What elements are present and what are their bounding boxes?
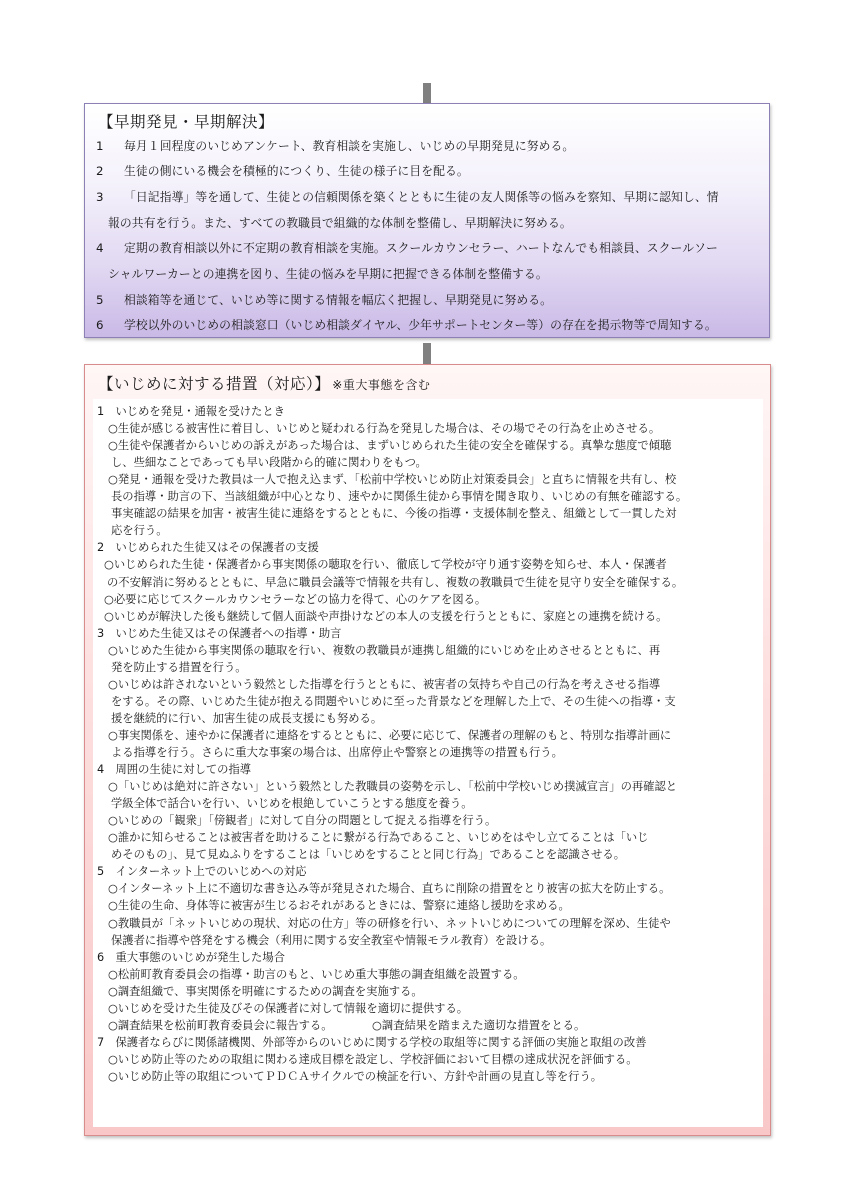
- early-item: 3 「日記指導」等を通して、生徒との信頼関係を築くとともに生徒の友人関係等の悩みを察知、早期に認知し、情: [96, 190, 719, 204]
- early-item-continued: シャルワーカーとの連携を図り、生徒の悩みを早期に把握できる体制を整備する。: [108, 267, 548, 281]
- measures-bullet-line: ○必要に応じてスクールカウンセラーなどの協力を得て、心のケアを図る。: [104, 592, 487, 606]
- measures-continuation-line: 事実確認の結果を加害・被害生徒に連絡をするとともに、今後の指導・支援体制を整え、組織として一貫した対: [111, 507, 677, 521]
- measures-bullet-line: ○調査結果を松前町教育委員会に報告する。 ○調査結果を踏まえた適切な措置をとる。: [108, 1018, 586, 1032]
- measures-bullet-line: ○いじめを受けた生徒及びその保護者に対して情報を適切に提供する。: [108, 1001, 469, 1015]
- measures-continuation-line: めそのもの」、見て見ぬふりをすることは「いじめをすることと同じ行為」であることを認識させる。: [111, 848, 626, 862]
- measures-bullet-line: ○事実関係を、速やかに保護者に連絡をするとともに、必要に応じて、保護者の理解のもと、特別な指導計画に: [108, 728, 672, 742]
- measures-section-heading: 7 保護者ならびに関係諸機関、外部等からのいじめに関する学校の取組等に関する評価の実施と取組の改善: [97, 1035, 647, 1049]
- measures-section-heading: 5 インターネット上でのいじめへの対応: [97, 865, 307, 879]
- flow-connector-top: [423, 83, 431, 104]
- measures-continuation-line: よる指導を行う。さらに重大な事案の場合は、出席停止や警察との連携等の措置も行う。: [111, 746, 563, 759]
- measures-section-heading: 4 周囲の生徒に対しての指導: [97, 763, 252, 777]
- measures-section-heading: 2 いじめられた生徒又はその保護者の支援: [97, 541, 319, 555]
- measures-bullet-line: ○インターネット上に不適切な書き込み等が発見された場合、直ちに削除の措置をとり被害の拡大を防止する。: [108, 882, 671, 896]
- measures-bullet-line: ○生徒や保護者からいじめの訴えがあった場合は、まずいじめられた生徒の安全を確保する。真摯な態度で傾聴: [108, 439, 672, 453]
- early-item: 2 生徒の側にいる機会を積極的につくり、生徒の様子に目を配る。: [96, 164, 469, 178]
- early-item: 4 定期の教育相談以外に不定期の教育相談を実施。スクールカウンセラー、ハートなんでも相談員、スクールソー: [96, 241, 718, 255]
- measures-bullet-line: ○誰かに知らせることは被害者を助けることに繋がる行為であること、いじめをはやし立てることは「いじ: [108, 831, 649, 845]
- measures-continuation-line: 応を行う。: [111, 524, 168, 538]
- measures-continuation-line: 学級全体で話合いを行い、いじめを根絶していこうとする態度を養う。: [111, 797, 473, 811]
- measures-section-heading: 1 いじめを発見・通報を受けたとき: [97, 405, 285, 418]
- measures-continuation-line: 発を防止する措置を行う。: [111, 660, 247, 674]
- measures-bullet-line: ○生徒が感じる被害性に着目し、いじめと疑われる行為を発見した場合は、その場でその行為を止めさせる。: [108, 422, 661, 436]
- measures-bullet-line: ○いじめられた生徒・保護者から事実関係の聴取を行い、徹底して学校が守り通す姿勢を知らせ、本人・保護者: [104, 558, 667, 572]
- early-detection-title: 【早期発見・早期解決】: [98, 113, 275, 131]
- early-item-continued: 報の共有を行う。また、すべての教職員で組織的な体制を整備し、早期解決に努める。: [108, 216, 572, 230]
- measures-bullet-line: ○いじめ防止等の取組についてＰＤＣＡサイクルでの検証を行い、方針や計画の見直し等を行う。: [108, 1069, 603, 1083]
- measures-bullet-line: ○いじめは許されないという毅然とした指導を行うとともに、被害者の気持ちや自己の行為を考えさせる指導: [108, 677, 661, 691]
- measures-bullet-line: ○松前町教育委員会の指導・助言のもと、いじめ重大事態の調査組織を設置する。: [108, 967, 525, 981]
- early-item: 6 学校以外のいじめの相談窓口（いじめ相談ダイヤル、少年サポートセンター等）の存在を掲示物等で周知する。: [96, 318, 717, 332]
- measures-bullet-line: ○いじめた生徒から事実関係の聴取を行い、複数の教職員が連携し組織的にいじめを止めさせるとともに、再: [108, 643, 661, 657]
- measures-bullet-line: ○教職員が「ネットいじめの現状、対応の仕方」等の研修を行い、ネットいじめについての理解を深め、生徒や: [108, 916, 671, 930]
- measures-bullet-line: ○発見・通報を受けた教員は一人で抱え込まず、「松前中学校いじめ防止対策委員会」と直ちに情報を共有し、校: [108, 473, 677, 487]
- measures-bullet-line: ○生徒の生命、身体等に被害が生じるおそれがあるときには、警察に連絡し援助を求める。: [108, 899, 570, 913]
- flow-connector-middle: [423, 343, 431, 364]
- measures-bullet-line: ○いじめが解決した後も継続して個人面談や声掛けなどの本人の支援を行うとともに、家庭との連携を続ける。: [104, 609, 668, 623]
- measures-section-heading: 3 いじめた生徒又はその保護者への指導・助言: [97, 626, 342, 640]
- measures-section-heading: 6 重大事態のいじめが発生した場合: [97, 950, 285, 964]
- early-item: 5 相談箱等を通じて、いじめ等に関する情報を幅広く把握し、早期発見に努める。: [96, 293, 553, 307]
- serious-case-note: ※重大事態を含む: [332, 378, 431, 392]
- measures-continuation-line: の不安解消に努めるとともに、早急に職員会議等で情報を共有し、複数の教職員で生徒を見守り安全を確保する。: [107, 575, 684, 589]
- measures-bullet-line: ○いじめ防止等のための取組に関わる達成目標を設定し、学校評価において目標の達成状況を評価する。: [108, 1052, 638, 1066]
- measures-bullet-line: ○調査組織で、事実関係を明確にするための調査を実施する。: [108, 984, 423, 998]
- measures-continuation-line: 保護者に指導や啓発をする機会（利用に関する安全教室や情報モラル教育）を設ける。: [111, 933, 552, 947]
- bullying-measures-box: [84, 364, 771, 1136]
- measures-continuation-line: 援を継続的に行い、加害生徒の成長支援にも努める。: [111, 711, 383, 725]
- measures-content: [93, 399, 763, 1127]
- early-detection-box: [84, 103, 770, 338]
- bullying-measures-title: 【いじめに対する措置（対応）】 ※重大事態を含む: [98, 375, 431, 393]
- measures-continuation-line: 長の指導・助言の下、当該組織が中心となり、速やかに関係生徒から事情を聞き取り、いじめの有無を確認する。: [111, 490, 688, 504]
- early-item: 1 毎月１回程度のいじめアンケート、教育相談を実施し、いじめの早期発見に努める。: [96, 139, 575, 153]
- measures-bullet-line: ○「いじめは絶対に許さない」という毅然とした教職員の姿勢を示し、「松前中学校いじめ撲滅宣言」の再確認と: [108, 780, 678, 794]
- measures-continuation-line: をする。その際、いじめた生徒が抱える問題やいじめに至った背景などを理解した上で、その生徒への指導・支: [111, 694, 676, 708]
- measures-continuation-line: し、些細なことであっても早い段階から的確に関わりをもつ。: [111, 456, 427, 470]
- measures-bullet-line: ○いじめの「観衆」「傍観者」に対して自分の問題として捉える指導を行う。: [108, 814, 497, 828]
